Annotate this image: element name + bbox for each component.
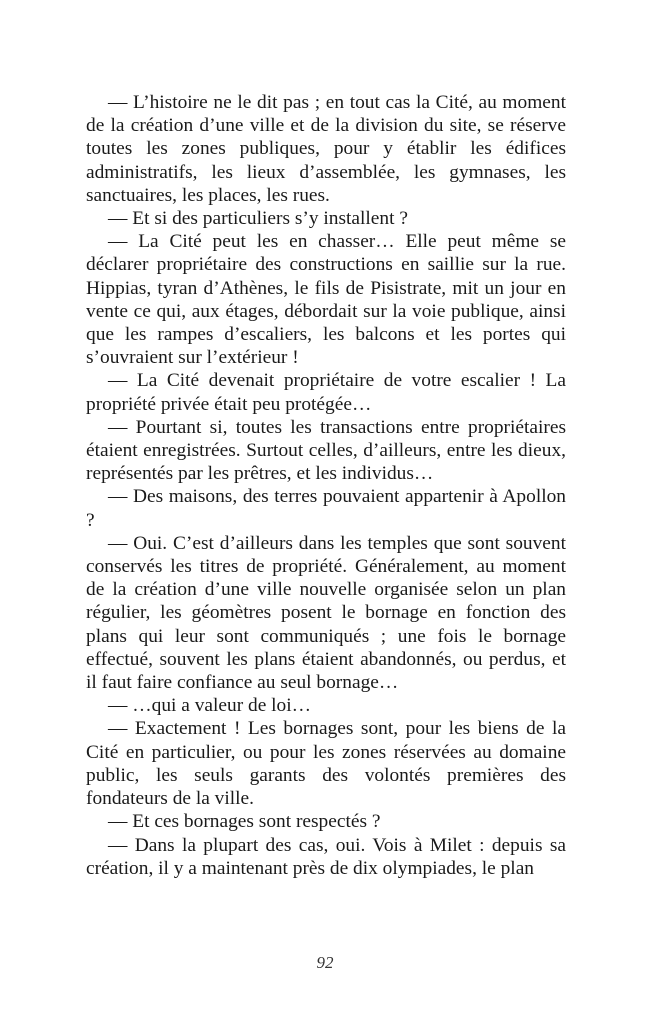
paragraph: — Pourtant si, toutes les transactions entre propriétaires étaient enregistrées. Surtout celles, d’ailleurs, entre les dieux, représentés par les prêtres, et les individus… xyxy=(86,416,566,485)
paragraph: — Exactement ! Les bornages sont, pour les biens de la Cité en particulier, ou pour les zones réservées au domaine public, les seuls garants des volontés premières des fondateurs de la ville. xyxy=(86,718,566,810)
paragraph: — L’histoire ne le dit pas ; en tout cas la Cité, au moment de la création d’une ville et de la division du site, se réserve toutes les zones publiques, pour y établir les édifices administratifs, les lieux d’assemblée, les gymnases, les sanctuaires, les places, les rues. xyxy=(86,92,566,206)
paragraph: — Des maisons, des terres pouvaient appartenir à Apollon ? xyxy=(86,486,566,531)
paragraph: — …qui a valeur de loi… xyxy=(108,695,312,717)
paragraph: — La Cité devenait propriétaire de votre escalier ! La propriété privée était peu protégée… xyxy=(86,370,566,415)
page-number: 92 xyxy=(316,953,334,972)
paragraph: — La Cité peut les en chasser… Elle peut même se déclarer propriétaire des constructions en saillie sur la rue. Hippias, tyran d’Athènes, le fils de Pisistrate, mit un jour en vente ce qui, aux étages, débordait sur la voie publique, ainsi que les rampes d’escaliers, les balcons et les portes qui s’ouvraient sur l’extérieur ! xyxy=(86,231,566,369)
paragraph: — Oui. C’est d’ailleurs dans les temples que sont souvent conservés les titres de propriété. Généralement, au moment de la création d’une ville nouvelle organisée selon un plan régulier, les géomètres posent le bornage en fonction des plans qui leur sont communiqués ; une fois le bornage effectué, souvent les plans étaient abandonnés, ou perdus, et il faut faire confiance au seul bornage… xyxy=(86,532,566,694)
paragraph: — Et si des particuliers s’y installent ? xyxy=(108,208,408,230)
paragraph: — Dans la plupart des cas, oui. Vois à Milet : depuis sa création, il y a maintenant près de dix olympiades, le plan xyxy=(86,834,566,879)
page-body xyxy=(86,91,566,880)
paragraph: — Et ces bornages sont respectés ? xyxy=(108,811,381,833)
